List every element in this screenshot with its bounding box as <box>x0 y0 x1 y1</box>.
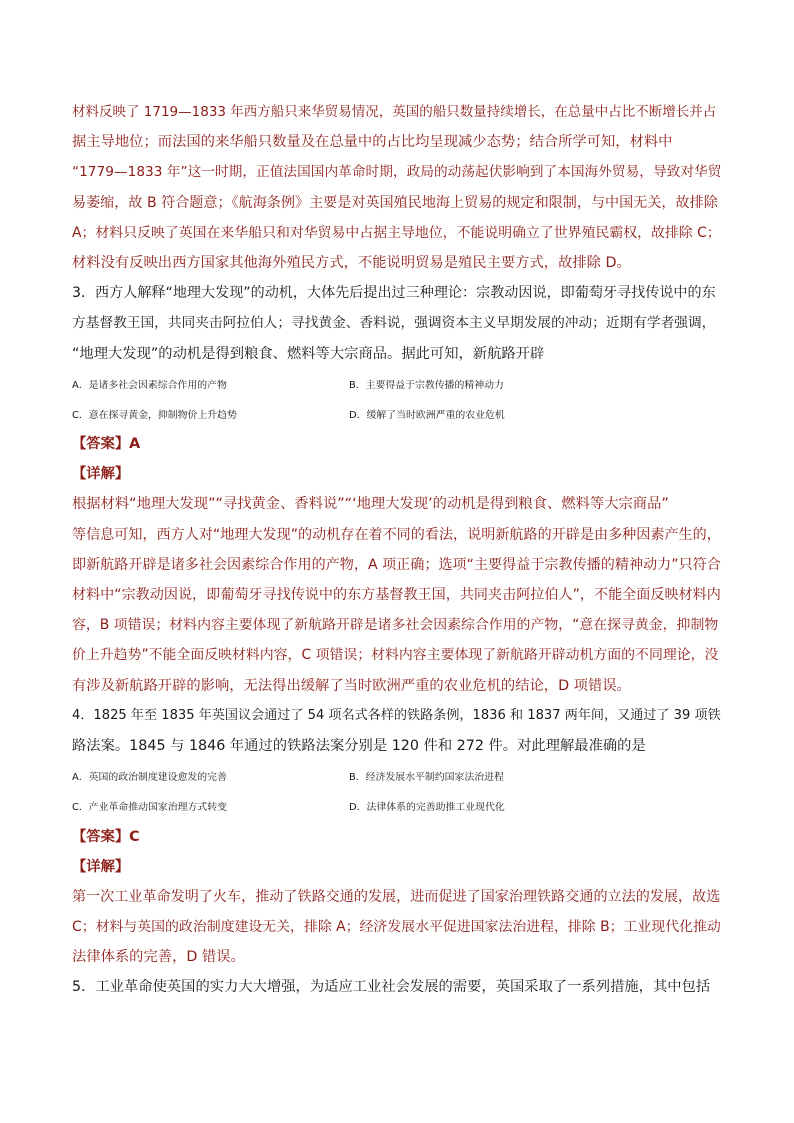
question-3 <box>72 278 724 701</box>
explanation-line: 材料中“宗教动因说，即葡萄牙寻找传说中的东方基督教王国，共同夹击阿拉伯人”，不能全面反映材料内 <box>72 587 721 603</box>
option-d: D．法律体系的完善助推工业现代化 <box>349 802 505 814</box>
explanation-line: 等信息可知，西方人对“地理大发现”的动机存在着不同的看法，说明新航路的开辟是由多种因素产生的， <box>72 526 721 543</box>
explanation-line: 法律体系的完善，D 错误。 <box>72 949 245 966</box>
question-stem-line: 路法案。1845 与 1846 年通过的铁路法案分别是 120 件和 272 件。对此理解最准确的是 <box>72 737 646 754</box>
explanation-line: 据主导地位；而法国的来华船只数量及在总量中的占比均呈现减少态势；结合所学可知，材料中 <box>72 134 673 151</box>
option-b: B．主要得益于宗教传播的精神动力 <box>349 379 504 391</box>
explanation-line: 第一次工业革命发明了火车，推动了铁路交通的发展，进而促进了国家治理铁路交通的立法的发展，故选 <box>72 888 721 905</box>
question-5 <box>72 972 724 1002</box>
answer-label: 【答案】A <box>72 436 141 453</box>
detail-label: 【详解】 <box>72 858 130 875</box>
option-b: B．经济发展水平制约国家法治进程 <box>349 772 504 784</box>
explanation-line: 材料没有反映出西方国家其他海外殖民方式，不能说明贸易是殖民主要方式，故排除 D。 <box>72 254 631 271</box>
explanation-line: 易萎缩，故 B 符合题意；《航海条例》主要是对英国殖民地海上贸易的规定和限制，与中国无关，故排除 <box>72 194 718 211</box>
question-stem-line: 方基督教王国，共同夹击阿拉伯人；寻找黄金、香料说，强调资本主义早期发展的冲动；近期有学者强调， <box>72 315 716 332</box>
explanation-line: “1779—1833 年”这一时期，正值法国国内革命时期，政局的动荡起伏影响到了本国海外贸易，导致对华贸 <box>72 164 722 181</box>
question-stem-line: 4．1825 年至 1835 年英国议会通过了 54 项名式各样的铁路条例，1836 和 1837 两年间，又通过了 39 项铁 <box>72 707 721 723</box>
option-row <box>72 369 724 399</box>
explanation-line: 容，B 项错误；材料内容主要体现了新航路开辟是诸多社会因素综合作用的产物，“意在探寻黄金，抑制物 <box>72 617 719 634</box>
explanation-line: A；材料只反映了英国在来华船只和对华贸易中占据主导地位，不能说明确立了世界殖民霸权，故排除 C； <box>72 224 721 241</box>
question-4 <box>72 701 724 973</box>
option-a: A．是诸多社会因素综合作用的产物 <box>72 379 227 391</box>
explanation-line: 材料反映了 1719—1833 年西方船只来华贸易情况，英国的船只数量持续增长，在总量中占比不断增长并占 <box>72 104 717 120</box>
option-row <box>72 761 724 791</box>
option-a: A．英国的政治制度建设愈发的完善 <box>72 772 227 784</box>
option-d: D．缓解了当时欧洲严重的农业危机 <box>349 409 505 421</box>
detail-label: 【详解】 <box>72 466 130 483</box>
document-page <box>72 97 724 1003</box>
option-c: C．意在探寻黄金，抑制物价上升趋势 <box>72 409 237 421</box>
question-stem-line: 3．西方人解释“地理大发现”的动机，大体先后提出过三种理论：宗教动因说，即葡萄牙寻找传说中的东 <box>72 285 716 302</box>
explanation-line: 价上升趋势”不能全面反映材料内容，C 项错误；材料内容主要体现了新航路开辟动机方面的不同理论，没 <box>72 647 719 664</box>
q2-explanation <box>72 97 724 278</box>
explanation-line: 有涉及新航路开辟的影响，无法得出缓解了当时欧洲严重的农业危机的结论，D 项错误。 <box>72 677 631 694</box>
explanation-line: C；材料与英国的政治制度建设无关，排除 A；经济发展水平促进国家法治进程，排除 B；工业现代化推动 <box>72 919 721 936</box>
option-c: C．产业革命推动国家治理方式转变 <box>72 802 228 814</box>
option-row <box>72 791 724 821</box>
explanation-line: 根据材料“地理大发现”“寻找黄金、香料说”“‘地理大发现’的动机是得到粮食、燃料等大宗商品” <box>72 496 669 513</box>
explanation-line: 即新航路开辟是诸多社会因素综合作用的产物，A 项正确；选项“主要得益于宗教传播的精神动力”只符合 <box>72 556 721 573</box>
option-row <box>72 399 724 429</box>
answer-label: 【答案】C <box>72 828 140 845</box>
question-stem-line: 5．工业革命使英国的实力大大增强，为适应工业社会发展的需要，英国采取了一系列措施，其中包括 <box>72 979 711 996</box>
question-stem-line: “地理大发现”的动机是得到粮食、燃料等大宗商品。据此可知，新航路开辟 <box>72 345 545 362</box>
